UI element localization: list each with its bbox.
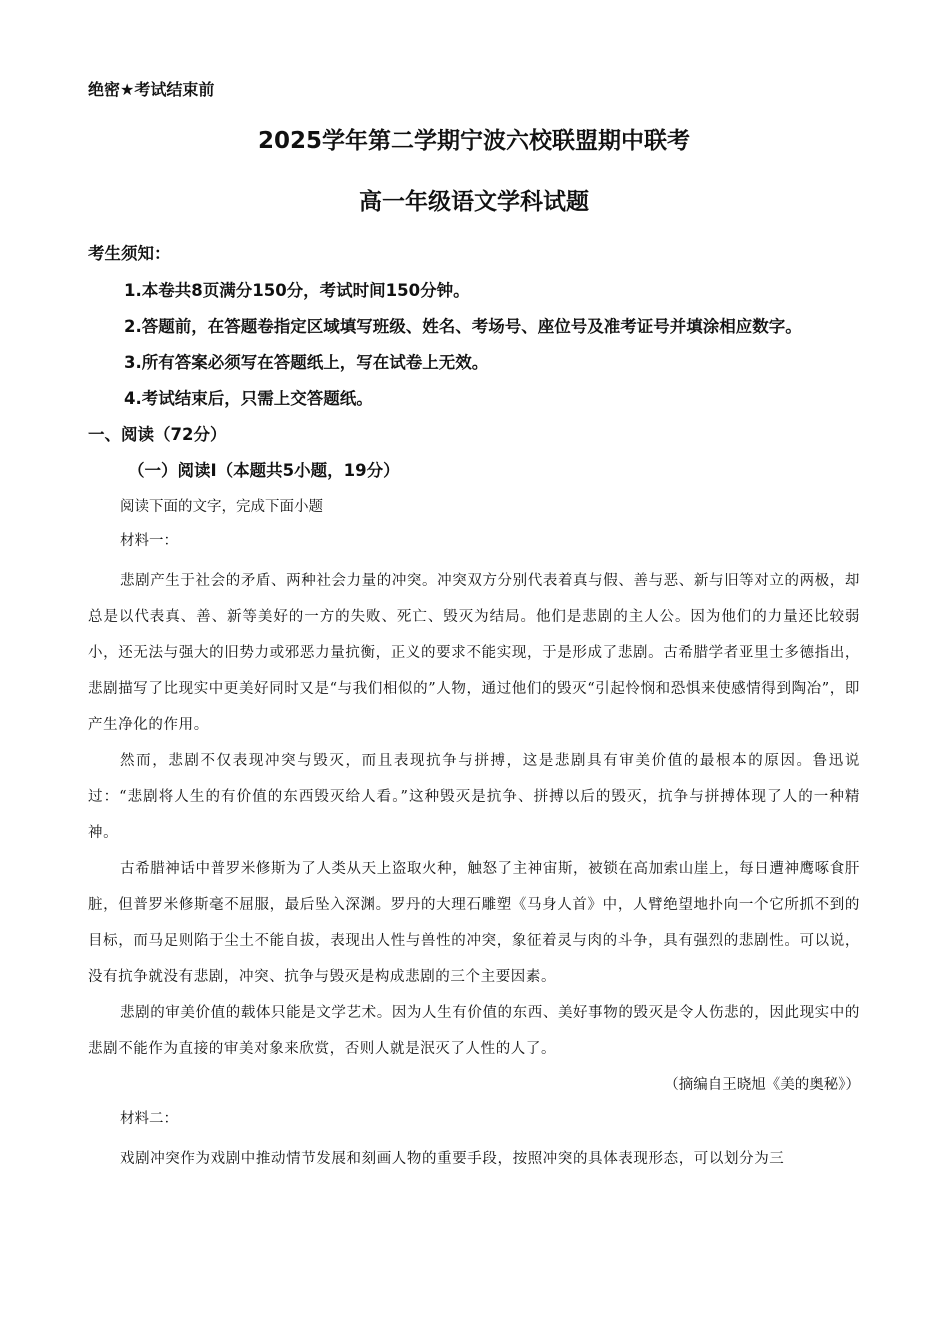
material-paragraph: 悲剧产生于社会的矛盾、两种社会力量的冲突。冲突双方分别代表着真与假、善与恶、新与旧等对立的两极，却总是以代表真、善、新等美好的一方的失败、死亡、毁灭为结局。他们是悲剧的主人公。因为他们的力量还比较弱小，还无法与强大的旧势力或邪恶力量抗衡，正义的要求不能实现，于是形成了悲剧。古希腊学者亚里士多德指出，悲剧描写了比现实中更美好同时又是“与我们相似的”人物，通过他们的毁灭“引起怜悯和恐惧来使感情得到陶冶”，即产生净化的作用。 (88, 573, 860, 733)
confidential-mark: 绝密★考试结束前 (88, 80, 215, 99)
material-label: 材料一： (120, 533, 178, 549)
notice-item: 3.所有答案必须写在答题纸上，写在试卷上无效。 (124, 353, 489, 372)
reading-instruction: 阅读下面的文字，完成下面小题 (120, 499, 323, 515)
subsection-heading: （一）阅读I（本题共5小题，19分） (128, 461, 400, 480)
material-paragraph: 然而，悲剧不仅表现冲突与毁灭，而且表现抗争与拼搏，这是悲剧具有审美价值的最根本的原因。鲁迅说过：“悲剧将人生的有价值的东西毁灭给人看。”这种毁灭是抗争、拼搏以后的毁灭，抗争与拼搏体现了人的一种精神。 (88, 753, 860, 841)
notice-heading: 考生须知： (88, 244, 171, 263)
exam-title: 2025学年第二学期宁波六校联盟期中联考 (257, 128, 690, 154)
material-paragraph: 悲剧的审美价值的载体只能是文学艺术。因为人生有价值的东西、美好事物的毁灭是令人伤悲的，因此现实中的悲剧不能作为直接的审美对象来欣赏，否则人就是泯灭了人性的人了。 (88, 1005, 860, 1057)
exam-page (88, 78, 860, 1177)
notice-item: 4.考试结束后，只需上交答题纸。 (124, 389, 373, 408)
notice-item: 1.本卷共8页满分150分，考试时间150分钟。 (124, 281, 470, 300)
exam-subtitle: 高一年级语文学科试题 (359, 189, 589, 215)
material-source: （摘编自王晓旭《美的奥秘》） (664, 1077, 860, 1093)
notice-item: 2.答题前，在答题卷指定区域填写班级、姓名、考场号、座位号及准考证号并填涂相应数字。 (124, 317, 802, 336)
material-label: 材料二： (120, 1111, 178, 1127)
section-heading: 一、阅读（72分） (88, 425, 227, 444)
material-paragraph: 古希腊神话中普罗米修斯为了人类从天上盗取火种，触怒了主神宙斯，被锁在高加索山崖上，每日遭神鹰啄食肝脏，但普罗米修斯毫不屈服，最后坠入深渊。罗丹的大理石雕塑《马身人首》中，人臂绝望地扑向一个它所抓不到的目标，而马足则陷于尘土不能自拔，表现出人性与兽性的冲突，象征着灵与肉的斗争，具有强烈的悲剧性。可以说，没有抗争就没有悲剧，冲突、抗争与毁灭是构成悲剧的三个主要因素。 (88, 861, 860, 985)
material-paragraph: 戏剧冲突作为戏剧中推动情节发展和刻画人物的重要手段，按照冲突的具体表现形态，可以划分为三 (120, 1151, 785, 1167)
